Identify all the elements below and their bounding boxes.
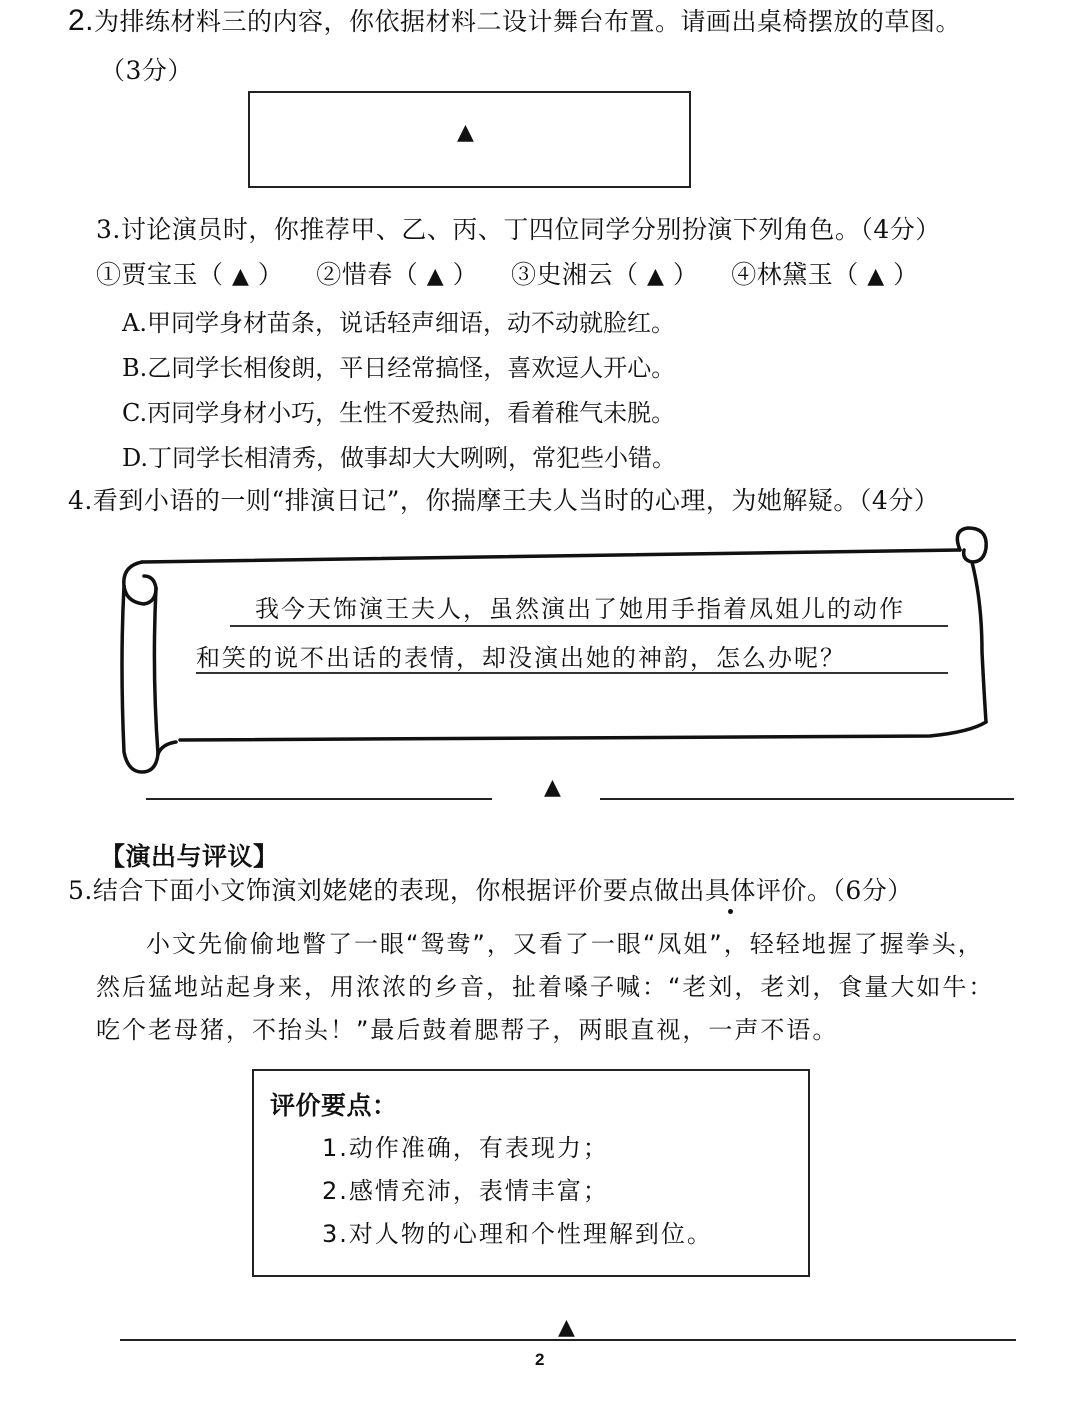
diary-text-line-2: 和笑的说不出话的表情，却没演出她的神韵，怎么办呢？ <box>196 644 846 672</box>
criteria-title: 评价要点： <box>270 1091 398 1120</box>
evaluation-criteria-box <box>252 1069 810 1277</box>
answer-triangle-marker: ▲ <box>544 775 561 800</box>
sketch-answer-box[interactable] <box>248 91 691 188</box>
criteria-item: 2.感情充沛，表情丰富； <box>322 1177 609 1205</box>
role-item: ④林黛玉（ ▲ ） <box>731 260 919 289</box>
answer-line[interactable] <box>120 1339 1016 1341</box>
question-2-score: （3分） <box>100 56 193 85</box>
answer-line-right[interactable] <box>600 798 1014 800</box>
answer-triangle-marker: ▲ <box>558 1315 575 1340</box>
answer-blank-marker[interactable]: ▲ <box>647 264 665 289</box>
question-2-text: 为排练材料三的内容，你依据材料二设计舞台布置。请画出桌椅摆放的草图。 <box>94 7 962 36</box>
passage-line-3: 吃个老母猪，不抬头！”最后鼓着腮帮子，两眼直视，一声不语。 <box>96 1016 839 1044</box>
diary-underline-1 <box>230 625 948 627</box>
option-d: D.丁同学长相清秀，做事却大大咧咧，常犯些小错。 <box>122 444 677 472</box>
option-b: B.乙同学长相俊朗，平日经常搞怪，喜欢逗人开心。 <box>122 354 676 382</box>
role-item: ③史湘云（ ▲ ） <box>511 260 699 289</box>
criteria-item: 3.对人物的心理和个性理解到位。 <box>322 1220 713 1248</box>
question-3-roles <box>96 260 919 290</box>
role-item: ①贾宝玉（ ▲ ） <box>96 260 284 289</box>
option-c: C.丙同学身材小巧，生性不爱热闹，看着稚气未脱。 <box>122 399 676 427</box>
criteria-item: 1.动作准确，有表现力； <box>322 1134 609 1162</box>
passage-line-2: 然后猛地站起身来，用浓浓的乡音，扯着嗓子喊：“老刘，老刘，食量大如牛： <box>96 973 995 1001</box>
emphasized-word: 具体 <box>704 876 756 905</box>
answer-triangle-marker: ▲ <box>457 120 474 145</box>
answer-blank-marker[interactable]: ▲ <box>867 264 885 289</box>
question-5-stem: 5.结合下面小文饰演刘姥姥的表现，你根据评价要点做出具体评价。（6分） <box>68 876 913 905</box>
option-a: A.甲同学身材苗条，说话轻声细语，动不动就脸红。 <box>122 309 675 337</box>
diary-text-line-1: 我今天饰演王夫人，虽然演出了她用手指着凤姐儿的动作 <box>255 595 905 623</box>
passage-line-1: 小文先偷偷地瞥了一眼“鸳鸯”，又看了一眼“凤姐”，轻轻地握了握拳头， <box>146 930 984 958</box>
answer-blank-marker[interactable]: ▲ <box>231 264 250 289</box>
role-item: ②惜春（ ▲ ） <box>316 260 479 289</box>
question-3-stem: 3.讨论演员时，你推荐甲、乙、丙、丁四位同学分别扮演下列角色。（4分） <box>96 215 941 244</box>
section-heading: 【演出与评议】 <box>100 842 279 871</box>
page-number: 2 <box>535 1350 545 1369</box>
question-4-stem: 4.看到小语的一则“排演日记”，你揣摩王夫人当时的心理，为她解疑。（4分） <box>68 486 940 515</box>
diary-underline-2 <box>196 672 948 674</box>
question-2-stem <box>68 6 961 37</box>
answer-line-left[interactable] <box>146 798 492 800</box>
answer-blank-marker[interactable]: ▲ <box>426 264 445 289</box>
question-2-number: 2. <box>68 4 95 37</box>
